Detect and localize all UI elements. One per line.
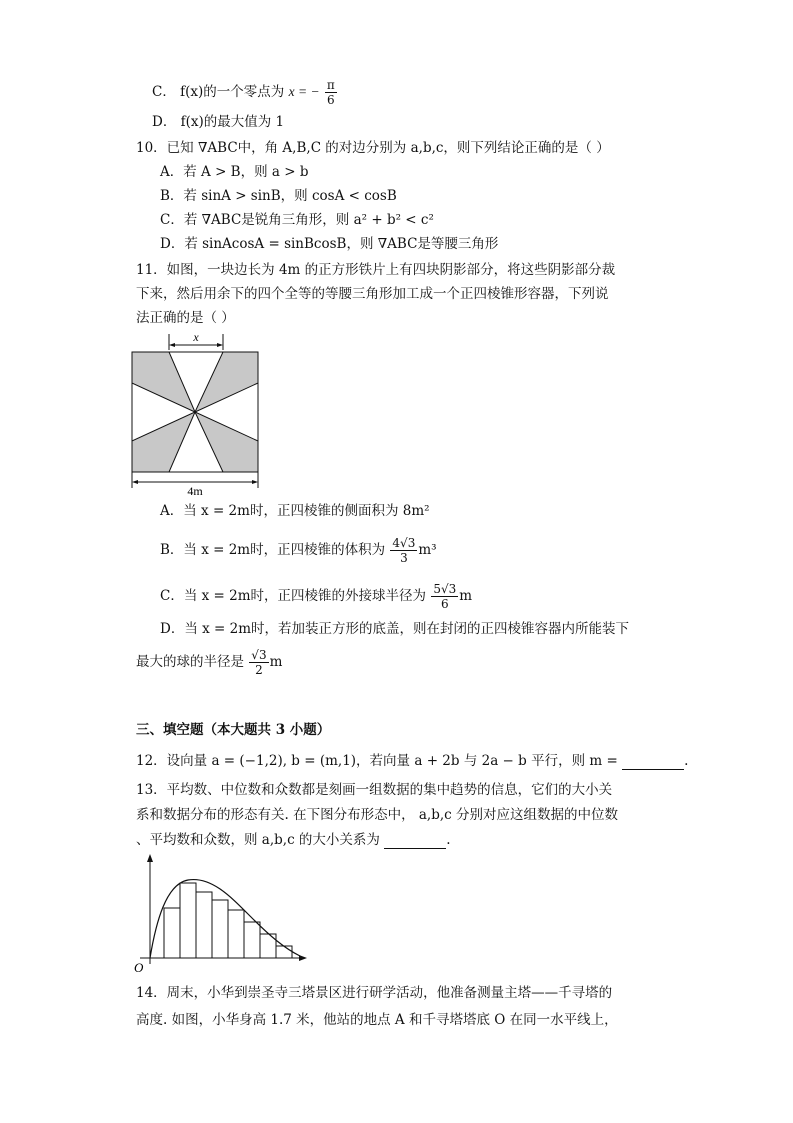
fraction-den: 2: [255, 663, 263, 677]
histogram-bar: [196, 892, 212, 958]
origin-label: O: [134, 960, 144, 975]
q10-stem: 10．已知 ∇ABC中，角 A,B,C 的对边分别为 a,b,c，则下列结论正确的是（ ）: [136, 140, 610, 156]
section-3-heading: 三、填空题（本大题共 3 小题）: [136, 722, 331, 738]
q9-option-d: [152, 113, 284, 131]
histogram-bar: [164, 908, 180, 958]
q12-period: .: [684, 753, 689, 769]
histogram-bar: [212, 900, 228, 958]
option-text: C．当 x = 2m时，正四棱锥的外接球半径为: [160, 588, 427, 604]
fraction-num: √3: [251, 648, 267, 662]
fraction-den: 6: [326, 93, 335, 107]
pi-over-6-fraction: [325, 78, 337, 107]
side-dim-arrow-left: [132, 480, 138, 484]
option-eq: x = −: [288, 84, 320, 99]
option-label: C．: [152, 84, 176, 100]
option-label: D．: [152, 114, 177, 130]
x-axis-arrow: [299, 955, 307, 961]
option-unit: m: [269, 654, 283, 670]
q11-stem-line3: 法正确的是（ ）: [136, 310, 235, 326]
q10-option-a: A．若 A > B，则 a > b: [160, 164, 309, 180]
q14-line1: 14．周末，小华到崇圣寺三塔景区进行研学活动，他准备测量主塔——千寻塔的: [136, 985, 613, 1001]
fraction-num: 4√3: [392, 536, 416, 550]
q11-square-figure: [126, 328, 266, 496]
side-length-label: 4m: [187, 484, 203, 496]
side-dim-arrow-right: [252, 480, 258, 484]
sphere-radius-fraction: [249, 648, 268, 677]
q13-line1: 13．平均数、中位数和众数都是刻画一组数据的集中趋势的信息，它们的大小关: [136, 782, 613, 798]
q11-stem-line2: 下来，然后用余下的四个全等的等腰三角形加工成一个正四棱锥形容器，下列说: [136, 286, 609, 302]
q14-line2: 高度. 如图，小华身高 1.7 米，他站的地点 A 和千寻塔塔底 O 在同一水平线上，: [136, 1012, 618, 1028]
fraction-num: 5√3: [433, 582, 457, 596]
q11-option-c: [160, 582, 472, 611]
histogram-bar: [244, 922, 260, 958]
volume-fraction: [390, 536, 417, 565]
histogram-bar: [180, 883, 196, 958]
q10-option-c: C．若 ∇ABC是锐角三角形，则 a² + b² < c²: [160, 212, 434, 228]
fraction-den: 3: [400, 551, 408, 565]
x-dim-arrow-left: [169, 343, 175, 347]
q11-option-a: A．当 x = 2m时，正四棱锥的侧面积为 8m²: [160, 503, 430, 519]
x-label: x: [193, 330, 199, 344]
option-text: B．当 x = 2m时，正四棱锥的体积为: [160, 542, 386, 558]
q13-period: .: [446, 832, 451, 848]
q11-option-d-line1: D．当 x = 2m时，若加装正方形的底盖，则在封闭的正四棱锥容器内所能装下: [160, 621, 630, 637]
option-text: 最大的球的半径是: [136, 654, 244, 670]
q11-option-b: [160, 536, 437, 565]
q11-stem-line1: 11．如图，一块边长为 4m 的正方形铁片上有四块阴影部分，将这些阴影部分裁: [136, 262, 616, 278]
fraction-den: 6: [440, 597, 449, 611]
option-unit: m: [459, 588, 473, 604]
q10-option-b: B．若 sinA > sinB，则 cosA < cosB: [160, 188, 397, 204]
q11-option-d-line2: [136, 648, 282, 677]
q13-line3: [136, 831, 451, 849]
fraction-num: π: [326, 78, 335, 92]
radius-fraction: [431, 582, 458, 611]
q9-option-c: [152, 78, 338, 107]
histogram-bar: [228, 910, 244, 958]
option-unit: m³: [418, 542, 437, 558]
x-dim-arrow-right: [217, 343, 223, 347]
y-axis-arrow: [147, 854, 153, 862]
q12: [136, 752, 688, 770]
option-text: f(x)的最大值为 1: [180, 114, 285, 130]
q10-option-d: D．若 sinAcosA = sinBcosB，则 ∇ABC是等腰三角形: [160, 236, 499, 252]
q13-text: 、平均数和众数，则 a,b,c 的大小关系为: [136, 832, 380, 848]
q13-distribution-figure: [132, 852, 312, 976]
q12-text: 12．设向量 a = (−1,2), b = (m,1)，若向量 a + 2b 与 2a − b 平行，则 m =: [136, 753, 618, 769]
histogram-bar: [276, 946, 292, 958]
q13-answer-blank[interactable]: [384, 834, 446, 849]
q13-line2: 系和数据分布的形态有关. 在下图分布形态中， a,b,c 分别对应这组数据的中位数: [136, 807, 618, 823]
q12-answer-blank[interactable]: [622, 755, 684, 770]
option-text: f(x)的一个零点为: [180, 84, 285, 100]
